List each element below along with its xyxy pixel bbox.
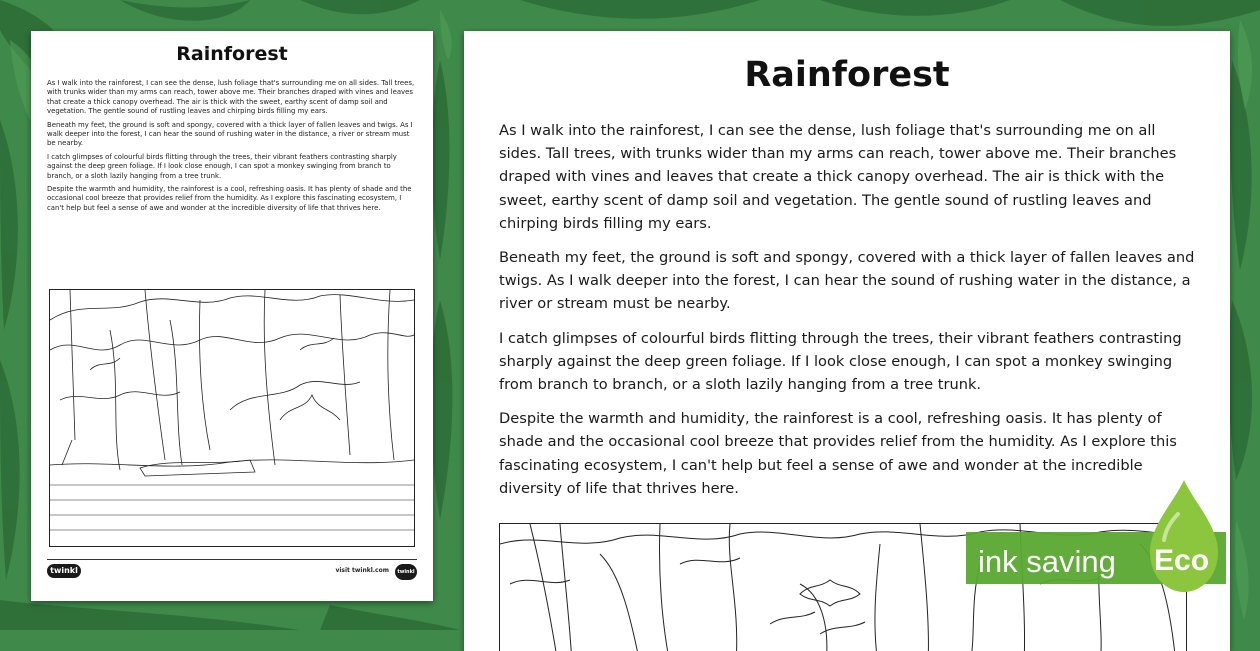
small-page-footer <box>47 559 417 582</box>
small-paragraph-3: I catch glimpses of colourful birds flitting through the trees, their vibrant feathers contrasting sharply against the deep green foliage. If I look close enough, I can spot a monkey swinging from branch to branch, or a sloth lazily hanging from a tree trunk. <box>47 152 397 180</box>
small-paragraph-1: As I walk into the rainforest, I can see the dense, lush foliage that's surrounding me on all sides. Tall trees, with trunks wider than my arms can reach, tower above me. Their branches draped with vines and leaves that create a thick canopy overhead. The air is thick with the sweet, earthy scent of damp soil and vegetation. The gentle sound of rustling leaves and chirping birds filling my ears. <box>47 79 415 116</box>
footer-url: visit twinkl.com <box>335 567 389 574</box>
page-title: Rainforest <box>744 55 950 95</box>
twinkl-logo-left: twinkl <box>47 564 81 578</box>
small-page-title: Rainforest <box>176 43 288 65</box>
paragraph-1: As I walk into the rainforest, I can see the dense, lush foliage that's surrounding me on all sides. Tall trees, with trunks wider than my arms can reach, tower above me. Their branches draped with vines and leaves that create a thick canopy overhead. The air is thick with the sweet, earthy scent of damp soil and vegetation. The gentle sound of rustling leaves and chirping birds filling my ears. <box>499 122 1177 232</box>
eco-label: Eco <box>1154 544 1210 577</box>
paragraph-4: Despite the warmth and humidity, the rainforest is a cool, refreshing oasis. It has plenty of shade and the occasional cool breeze that provides relief from the humidity. As I explore this fascinating ecosystem, I can't help but feel a sense of awe and wonder at the incredible diversity of life that thrives here. <box>499 410 1177 497</box>
body-text <box>499 119 1197 511</box>
worksheet-preview-small <box>31 31 433 601</box>
ink-saving-eco-badge <box>966 480 1226 595</box>
small-body-text <box>47 79 417 217</box>
small-rainforest-illustration <box>49 289 415 547</box>
paragraph-2: Beneath my feet, the ground is soft and spongy, covered with a thick layer of fallen leaves and twigs. As I walk deeper into the forest, I can hear the sound of rushing water in the distance, a river or stream must be nearby. <box>499 249 1195 313</box>
small-paragraph-4: Despite the warmth and humidity, the rainforest is a cool, refreshing oasis. It has plenty of shade and the occasional cool breeze that provides relief from the humidity. As I explore this fascinating ecosystem, I can't help but feel a sense of awe and wonder at the incredible diversity of life that thrives here. <box>47 185 412 212</box>
paragraph-3: I catch glimpses of colourful birds flitting through the trees, their vibrant feathers contrasting sharply against the deep green foliage. If I look close enough, I can spot a monkey swinging from branch to branch, or a sloth lazily hanging from a tree trunk. <box>499 329 1182 394</box>
twinkl-logo-right: twinkl <box>395 564 417 580</box>
ink-saving-label: ink saving <box>978 544 1116 579</box>
small-paragraph-2: Beneath my feet, the ground is soft and spongy, covered with a thick layer of fallen leaves and twigs. As I walk deeper into the forest, I can hear the sound of rushing water in the distance, a river or stream must be nearby. <box>47 120 413 148</box>
